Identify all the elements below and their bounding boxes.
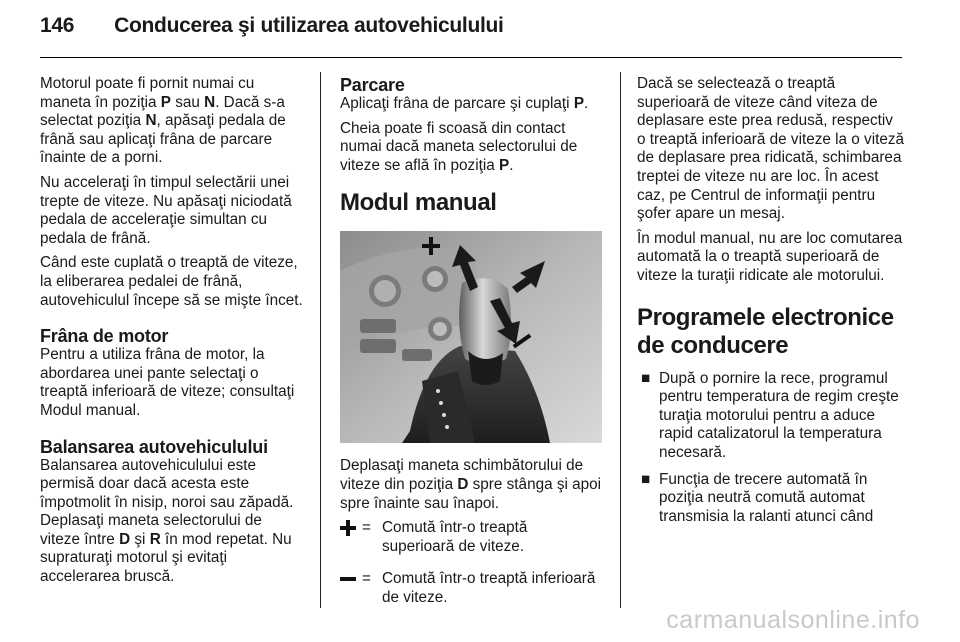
legend-downshift bbox=[340, 570, 602, 607]
column-3 bbox=[637, 75, 905, 534]
plus-icon bbox=[340, 519, 362, 537]
paragraph: Aplicaţi frâna de parcare şi cuplaţi P. bbox=[340, 95, 589, 112]
column-divider bbox=[320, 72, 321, 608]
equals-sign: = bbox=[362, 570, 371, 588]
legend-text: Comută într-o treaptă inferioară de viteze. bbox=[382, 570, 596, 606]
list-item: ■ Funcţia de trecere automată în poziţia neutră comută automat transmisia la ralanti atunci când bbox=[641, 470, 874, 525]
list-item: ■ După o pornire la rece, programul pentru temperatura de regim creşte turaţia motorului pentru a aduce rapid catalizatorul la temperatura necesară. bbox=[641, 369, 899, 461]
minus-icon bbox=[340, 570, 362, 588]
legend-text: Comută într-o treaptă superioară de viteze. bbox=[382, 519, 528, 555]
bullet-list bbox=[637, 370, 905, 527]
paragraph: În modul manual, nu are loc comutarea automată la o treaptă superioară de viteze la turaţii ridicate ale motorului. bbox=[637, 229, 903, 284]
paragraph: Când este cuplată o treaptă de viteze, la eliberarea pedalei de frână, autovehiculul începe să se mişte încet. bbox=[40, 254, 303, 309]
column-2 bbox=[340, 75, 602, 622]
page-header bbox=[40, 14, 504, 38]
watermark: carmanualsonline.info bbox=[666, 606, 920, 634]
equals-sign: = bbox=[362, 519, 371, 537]
heading-manual-mode: Modul manual bbox=[340, 189, 497, 217]
gear-selector-illustration bbox=[340, 231, 602, 443]
bullet-square-icon: ■ bbox=[641, 470, 651, 488]
column-1 bbox=[40, 75, 306, 593]
heading-driving-programs: Programele electronice de conducere bbox=[637, 303, 894, 359]
legend-upshift bbox=[340, 519, 602, 556]
heading-rocking: Balansarea autovehiculului bbox=[40, 436, 268, 457]
paragraph: Balansarea autovehiculului este permisă doar dacă acesta este împotmolit în nisip, noroi sau zăpadă. Deplasaţi maneta selectorului de viteze între D şi R în mod repetat. Nu supraturaţi motorul şi evitaţi accelerarea bruscă. bbox=[40, 456, 294, 586]
page-title: Conducerea şi utilizarea autovehiculului bbox=[114, 14, 504, 37]
paragraph: Pentru a utiliza frâna de motor, la abordarea unei pante selectaţi o treaptă inferioară de viteze; consultaţi Modul manual. bbox=[40, 346, 295, 419]
heading-engine-brake: Frâna de motor bbox=[40, 326, 169, 347]
header-rule bbox=[40, 57, 902, 58]
heading-parking: Parcare bbox=[340, 75, 405, 95]
paragraph: Nu acceleraţi în timpul selectării unei trepte de viteze. Nu apăsaţi niciodată pedala de acceleraţie simultan cu pedala de frână. bbox=[40, 173, 292, 247]
paragraph: Dacă se selectează o treaptă superioară de viteze când viteza de deplasare este prea redusă, respectiv o treaptă inferioară de viteze la o viteză de deplasare prea ridicată, schimbarea treptei de viteze nu are loc. În acest caz, pe Centrul de informaţii pentru şofer apare un mesaj. bbox=[637, 75, 905, 223]
column-divider bbox=[620, 72, 621, 608]
paragraph: Cheia poate fi scoasă din contact numai dacă maneta selectorului de viteze se află în poziţia P. bbox=[340, 119, 578, 174]
paragraph: Deplasaţi maneta schimbătorului de viteze din poziţia D spre stânga şi apoi spre înainte sau înapoi. bbox=[340, 457, 602, 512]
bullet-square-icon: ■ bbox=[641, 369, 651, 387]
gear-lever-figure bbox=[340, 231, 602, 443]
page-number: 146 bbox=[40, 14, 75, 37]
paragraph: Motorul poate fi pornit numai cu maneta în poziţia P sau N. Dacă s-a selectat poziţia N, apăsaţi pedala de frână sau aplicaţi frâna de parcare înainte de a porni. bbox=[40, 75, 286, 167]
